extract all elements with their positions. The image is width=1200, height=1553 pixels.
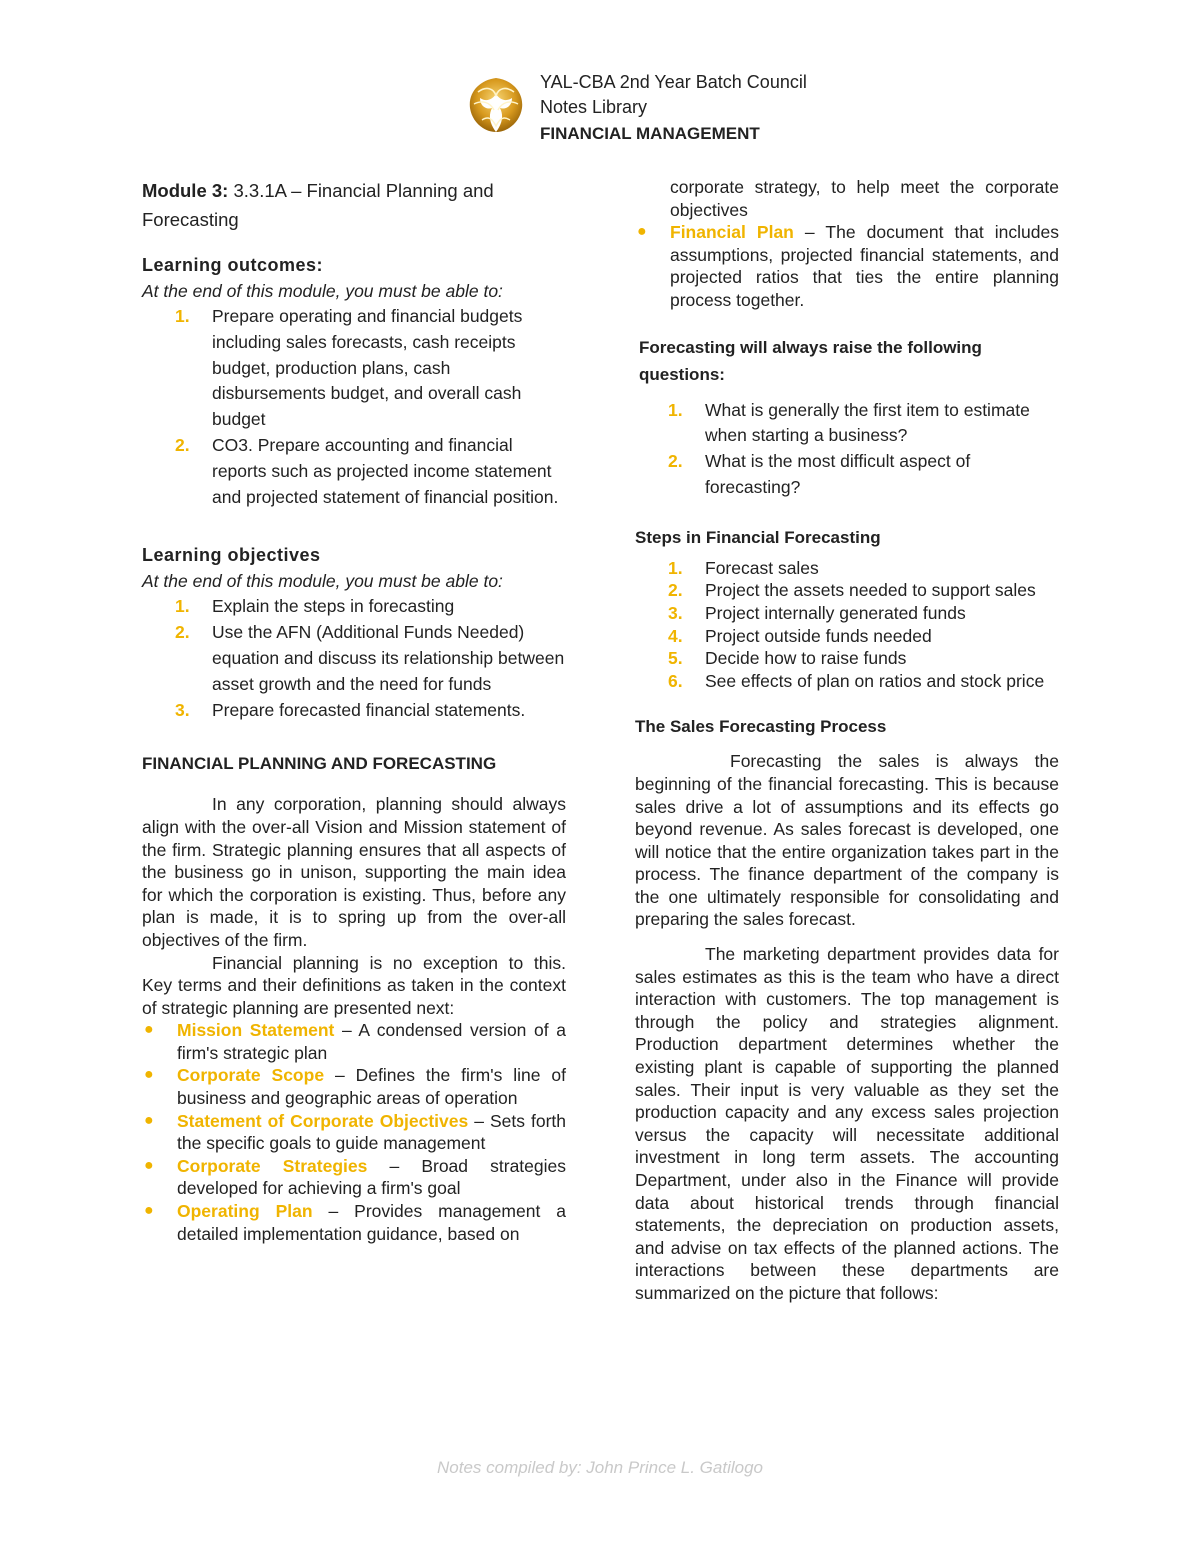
list-item xyxy=(635,647,1059,670)
list-item xyxy=(635,557,1059,580)
list-number: 4. xyxy=(668,625,683,646)
term-name: Operating Plan xyxy=(177,1201,313,1222)
header xyxy=(460,70,880,150)
list-item xyxy=(635,602,1059,625)
list-number: 6. xyxy=(668,670,683,691)
term-definition: – Provides management a detailed implementation guidance, based on xyxy=(177,1201,566,1244)
term-name: Financial Plan xyxy=(670,222,794,243)
list-item xyxy=(142,698,566,724)
term-definition: – Sets forth the specific goals to guide management xyxy=(177,1110,566,1154)
right-column xyxy=(635,176,1059,1305)
list-item xyxy=(635,449,1059,501)
financial-plan-list xyxy=(635,221,1059,311)
bullet-icon: ● xyxy=(144,1202,154,1220)
list-item xyxy=(142,620,566,697)
term-item-corporate-strategies xyxy=(142,1155,566,1200)
list-text: Project internally generated funds xyxy=(705,602,966,623)
list-text: Explain the steps in forecasting xyxy=(212,596,455,617)
list-number: 5. xyxy=(668,648,683,669)
key-terms-paragraph: Financial planning is no exception to this. Key terms and their definitions as taken in the context of strategic planning are presented next: xyxy=(142,952,566,1018)
operating-plan-continued: corporate strategy, to help meet the corporate objectives xyxy=(670,177,1059,220)
steps-list xyxy=(635,557,1059,693)
outcomes-list xyxy=(142,304,566,510)
bullet-icon: ● xyxy=(144,1021,154,1039)
list-text: Prepare operating and financial budgets including sales forecasts, cash receipts budget, production plans, cash disbursements budget, and overall cash budget xyxy=(212,306,523,430)
list-item xyxy=(142,433,566,510)
list-number: 1. xyxy=(175,306,190,326)
questions-heading: Forecasting will always raise the following questions: xyxy=(639,337,982,384)
term-name: Corporate Strategies xyxy=(177,1155,368,1176)
term-name: Corporate Scope xyxy=(177,1065,325,1086)
list-item xyxy=(635,625,1059,648)
intro-paragraph: In any corporation, planning should always align with the over-all Vision and Mission statement of the firm. Strategic planning ensures that all aspects of the business go in unison, supporting the main idea for which the corporation is existing. Thus, before any plan is made, it is to spring up from the over-all objectives of the firm. xyxy=(142,794,566,950)
list-item xyxy=(635,670,1059,693)
bullet-icon: ● xyxy=(637,223,647,241)
list-number: 2. xyxy=(668,451,683,472)
term-definition: – The document that includes assumptions, projected financial statements, and projected ratios that ties the entire planning process together. xyxy=(670,222,1059,310)
footer-credit: Notes compiled by: John Prince L. Gatilogo xyxy=(436,1458,763,1477)
sales-forecasting-heading: The Sales Forecasting Process xyxy=(635,717,887,737)
module-title xyxy=(142,176,566,234)
list-number: 1. xyxy=(668,399,683,420)
sales-paragraph-1: Forecasting the sales is always the beginning of the financial forecasting. This is because sales drive a lot of assumptions and its effects go beyond revenue. As sales forecast is developed, one will notice that the entire organization takes part in the process. The finance department of the company is the one ultimately responsible for consolidating and preparing the sales forecast. xyxy=(635,751,1059,930)
module-label: Module 3: xyxy=(142,180,229,201)
term-definition: – Defines the firm's line of business and geographic areas of operation xyxy=(177,1065,567,1109)
list-item xyxy=(142,304,566,433)
list-text: What is the most difficult aspect of forecasting? xyxy=(705,451,971,497)
list-text: Project outside funds needed xyxy=(705,625,932,646)
list-number: 3. xyxy=(668,602,683,623)
list-number: 1. xyxy=(668,557,683,578)
term-name: Mission Statement xyxy=(177,1020,335,1041)
list-number: 2. xyxy=(175,622,190,643)
steps-heading: Steps in Financial Forecasting xyxy=(635,527,881,547)
outcomes-heading: Learning outcomes: xyxy=(142,255,324,275)
objectives-list xyxy=(142,594,566,723)
list-text: See effects of plan on ratios and stock price xyxy=(705,670,1045,691)
term-item-corporate-objectives xyxy=(142,1110,566,1155)
term-item-corporate-scope xyxy=(142,1064,566,1109)
planning-forecasting-heading: FINANCIAL PLANNING AND FORECASTING xyxy=(142,754,497,774)
list-item xyxy=(635,398,1059,450)
bullet-icon: ● xyxy=(144,1111,154,1129)
bullet-icon: ● xyxy=(144,1066,154,1084)
list-item xyxy=(635,579,1059,602)
header-subject: FINANCIAL MANAGEMENT xyxy=(540,124,760,143)
list-text: Project the assets needed to support sales xyxy=(705,580,1036,601)
objectives-intro: At the end of this module, you must be able to: xyxy=(142,571,503,592)
objectives-heading: Learning objectives xyxy=(142,545,321,566)
sales-paragraph-2: The marketing department provides data for sales estimates as this is the team who have a direct interaction with customers. The top management is through the policy and strategies alignment. Production department determines whether the existing plant is capable of supporting the planned sales. Their input is very valuable as they set the production capacity and any excess sales projection versus the capacity will necessitate additional investment in long term assets. The accounting Department, under also in the Finance will provide data about historical trends through financial statements, the depreciation on production assets, and advise on tax effects of the planned actions. The interactions between these departments are summarized on the picture that follows: xyxy=(635,944,1059,1303)
term-item-operating-plan xyxy=(142,1200,566,1245)
questions-list xyxy=(635,398,1059,501)
key-terms-list xyxy=(142,1019,566,1245)
list-text: Use the AFN (Additional Funds Needed) equation and discuss its relationship between asset growth and the need for funds xyxy=(212,622,565,694)
header-library-name: Notes Library xyxy=(540,97,648,117)
list-text: Forecast sales xyxy=(705,557,819,578)
term-item-mission-statement xyxy=(142,1019,566,1064)
list-text: CO3. Prepare accounting and financial reports such as projected income statement and projected statement of financial position. xyxy=(212,434,559,507)
golden-phoenix-logo-icon xyxy=(460,70,532,142)
list-text: What is generally the first item to estimate when starting a business? xyxy=(705,399,1030,446)
term-name: Statement of Corporate Objectives xyxy=(177,1110,469,1131)
module-text: 3.3.1A – Financial Planning and Forecasting xyxy=(142,180,494,230)
list-number: 3. xyxy=(175,699,190,720)
outcomes-intro: At the end of this module, you must be able to: xyxy=(142,281,503,301)
list-number: 1. xyxy=(175,596,190,617)
list-text: Prepare forecasted financial statements. xyxy=(212,699,526,720)
left-column xyxy=(142,176,566,1245)
list-text: Decide how to raise funds xyxy=(705,648,907,669)
list-number: 2. xyxy=(175,434,190,455)
header-council-name: YAL-CBA 2nd Year Batch Council xyxy=(540,72,807,92)
term-item-financial-plan xyxy=(635,221,1059,311)
term-definition: – A condensed version of a firm's strategic plan xyxy=(177,1020,566,1063)
list-number: 2. xyxy=(668,580,683,601)
term-definition: – Broad strategies developed for achieving a firm's goal xyxy=(177,1155,566,1199)
bullet-icon: ● xyxy=(144,1156,154,1174)
list-item xyxy=(142,594,566,620)
